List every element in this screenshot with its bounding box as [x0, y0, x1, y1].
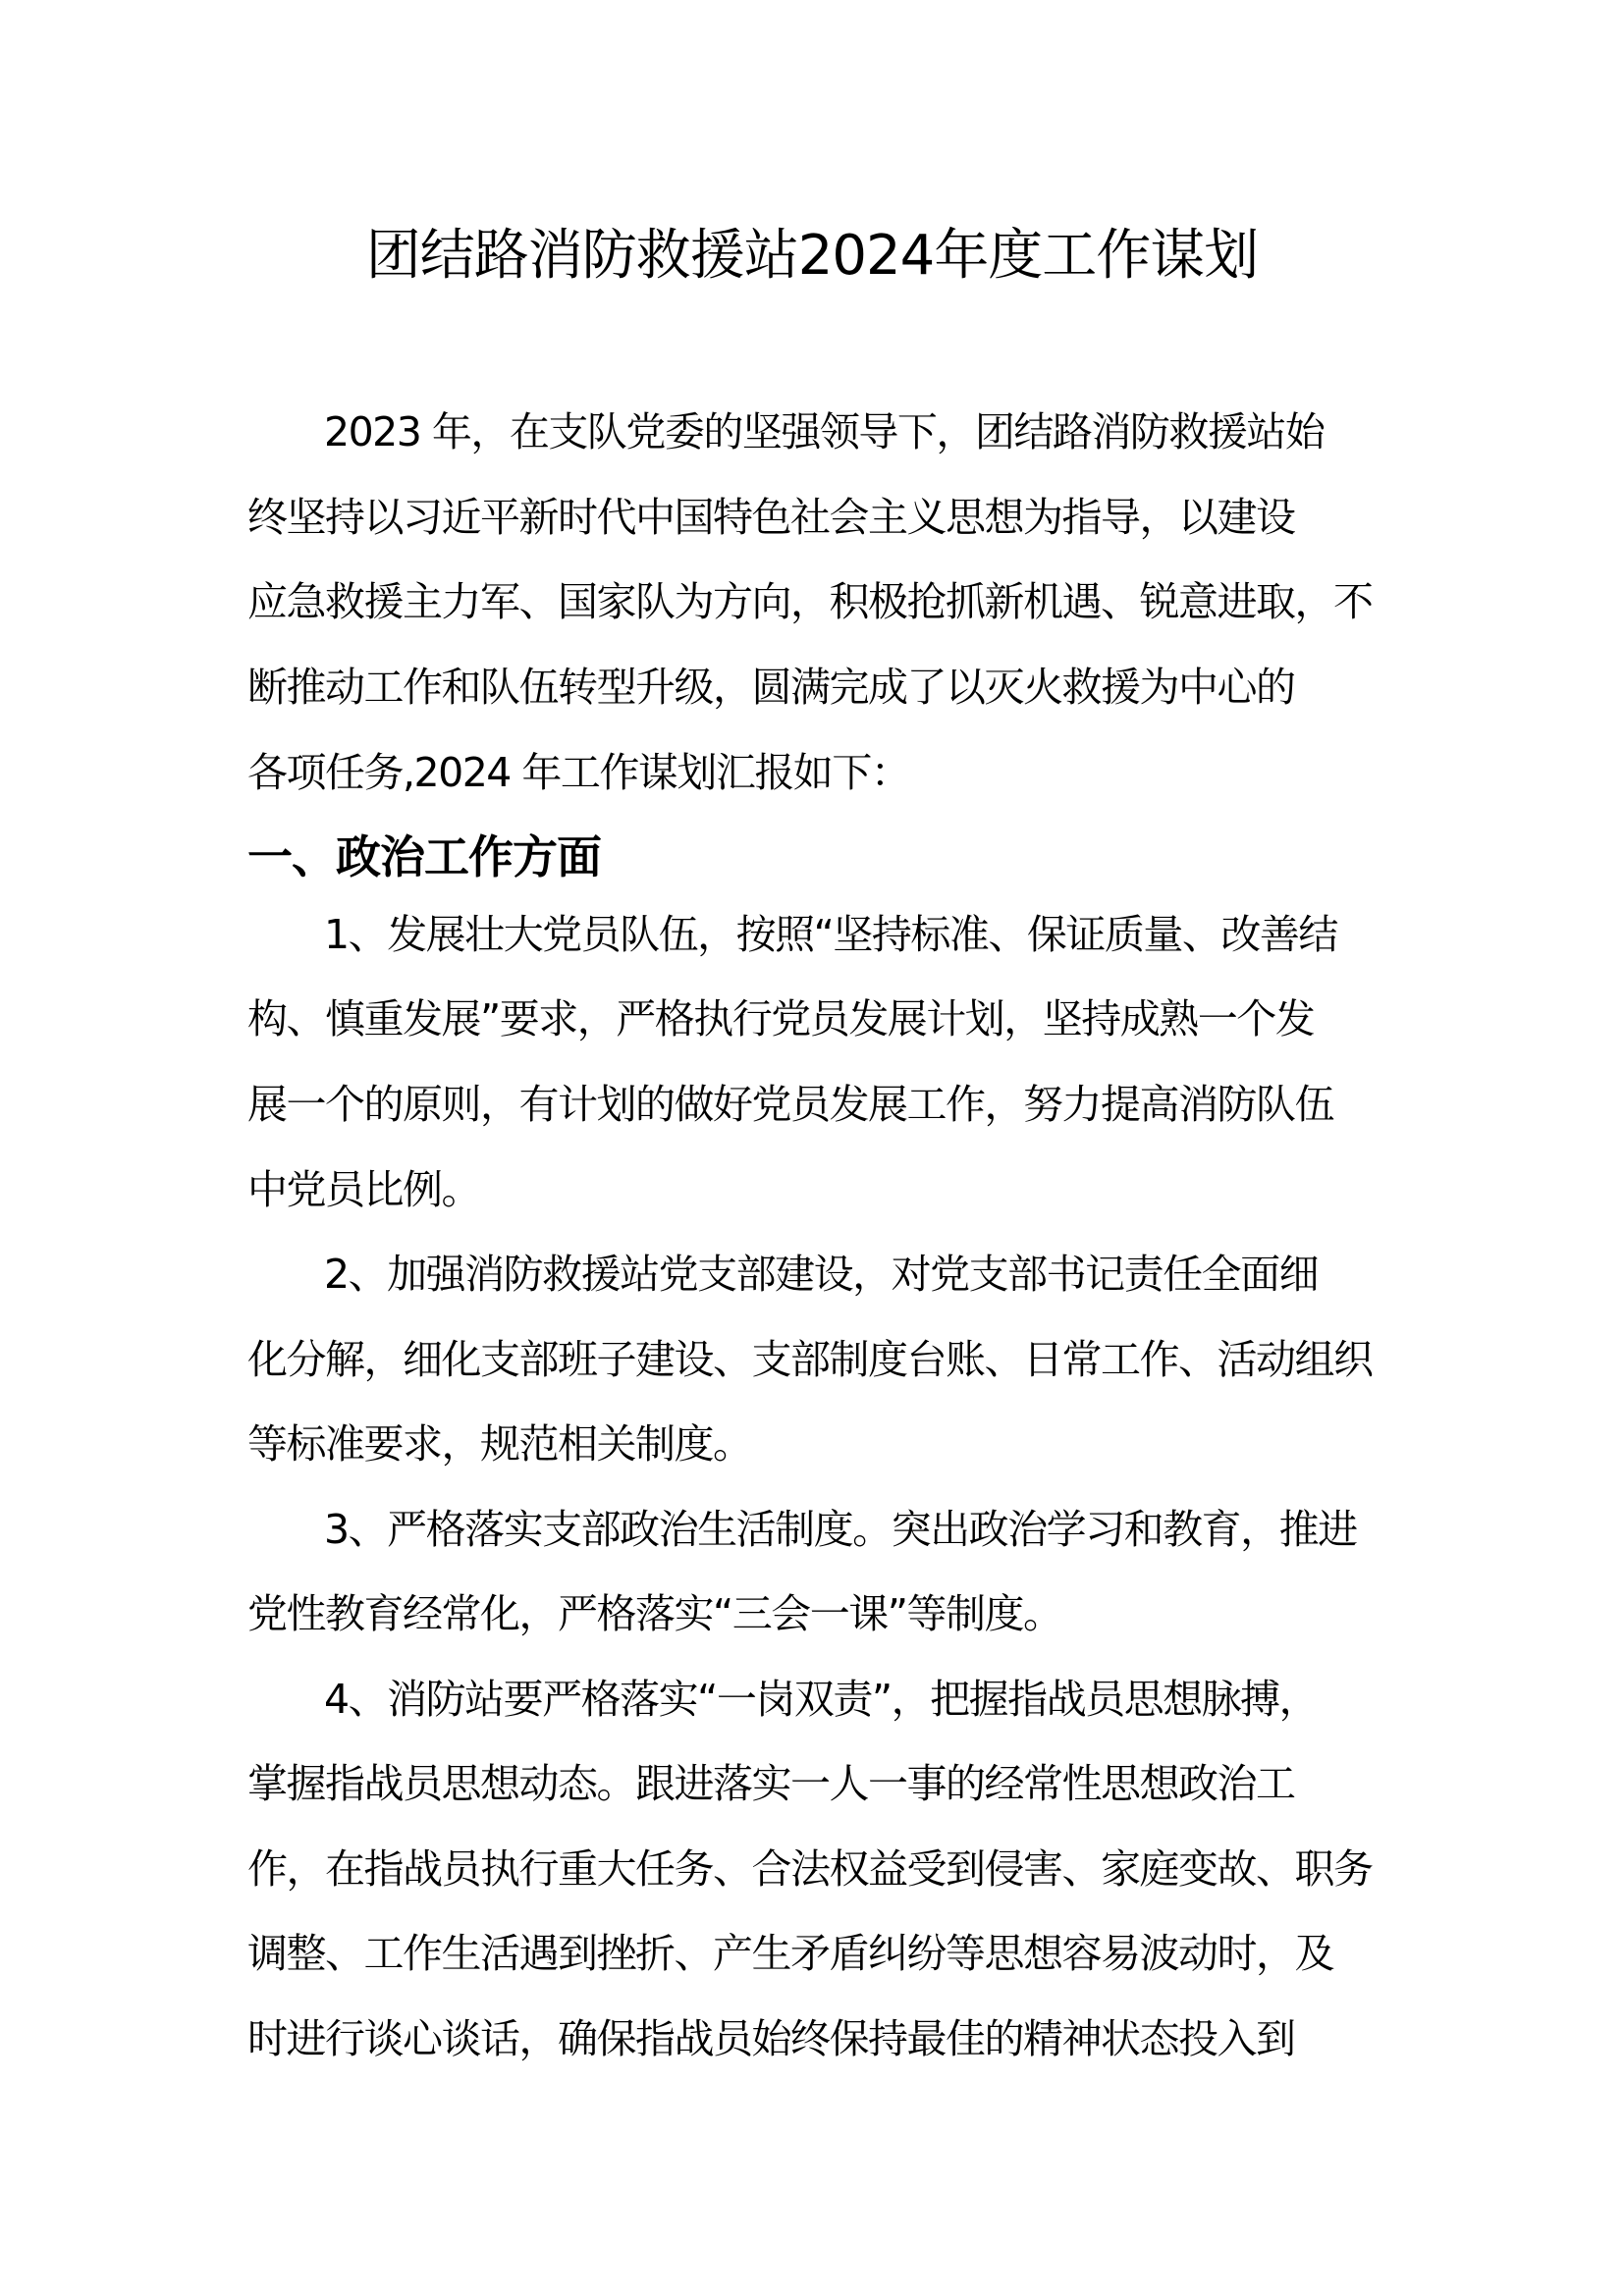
- intro-line-2: 终坚持以习近平新时代中国特色社会主义思想为指导，以建设: [247, 494, 1295, 541]
- intro-line-5: 各项任务,2024 年工作谋划汇报如下：: [247, 749, 910, 796]
- item-1-line-3: 展一个的原则，有计划的做好党员发展工作，努力提高消防队伍: [247, 1081, 1333, 1128]
- item-4-line-2: 掌握指战员思想动态。跟进落实一人一事的经常性思想政治工: [247, 1760, 1295, 1807]
- item-4-line-1: 4、消防站要严格落实“一岗双责”，把握指战员思想脉搏，: [324, 1676, 1319, 1723]
- item-3-line-1: 3、严格落实支部政治生活制度。突出政治学习和教育，推进: [324, 1506, 1357, 1553]
- section-heading-political-work: 一、政治工作方面: [247, 830, 601, 883]
- item-2-line-1: 2、加强消防救援站党支部建设，对党支部书记责任全面细: [324, 1251, 1319, 1298]
- item-1-line-4: 中党员比例。: [247, 1166, 480, 1213]
- item-3-line-2: 党性教育经常化，严格落实“三会一课”等制度。: [247, 1590, 1062, 1637]
- item-1-line-2: 构、慎重发展”要求，严格执行党员发展计划，坚持成熟一个发: [247, 995, 1315, 1042]
- intro-line-1: 2023 年，在支队党委的坚强领导下，团结路消防救援站始: [324, 408, 1325, 455]
- item-2-line-3: 等标准要求，规范相关制度。: [247, 1420, 752, 1468]
- intro-line-4: 断推动工作和队伍转型升级，圆满完成了以灭火救援为中心的: [247, 664, 1295, 711]
- item-4-line-5: 时进行谈心谈话，确保指战员始终保持最佳的精神状态投入到: [247, 2015, 1295, 2062]
- intro-line-3: 应急救援主力军、国家队为方向，积极抢抓新机遇、锐意进取，不: [247, 578, 1373, 625]
- document-title: 团结路消防救援站2024年度工作谋划: [365, 224, 1259, 288]
- item-4-line-4: 调整、工作生活遇到挫折、产生矛盾纠纷等思想容易波动时，及: [247, 1930, 1333, 1977]
- item-2-line-2: 化分解，细化支部班子建设、支部制度台账、日常工作、活动组织: [247, 1336, 1373, 1383]
- item-1-line-1: 1、发展壮大党员队伍，按照“坚持标准、保证质量、改善结: [324, 911, 1337, 958]
- item-4-line-3: 作，在指战员执行重大任务、合法权益受到侵害、家庭变故、职务: [247, 1845, 1373, 1893]
